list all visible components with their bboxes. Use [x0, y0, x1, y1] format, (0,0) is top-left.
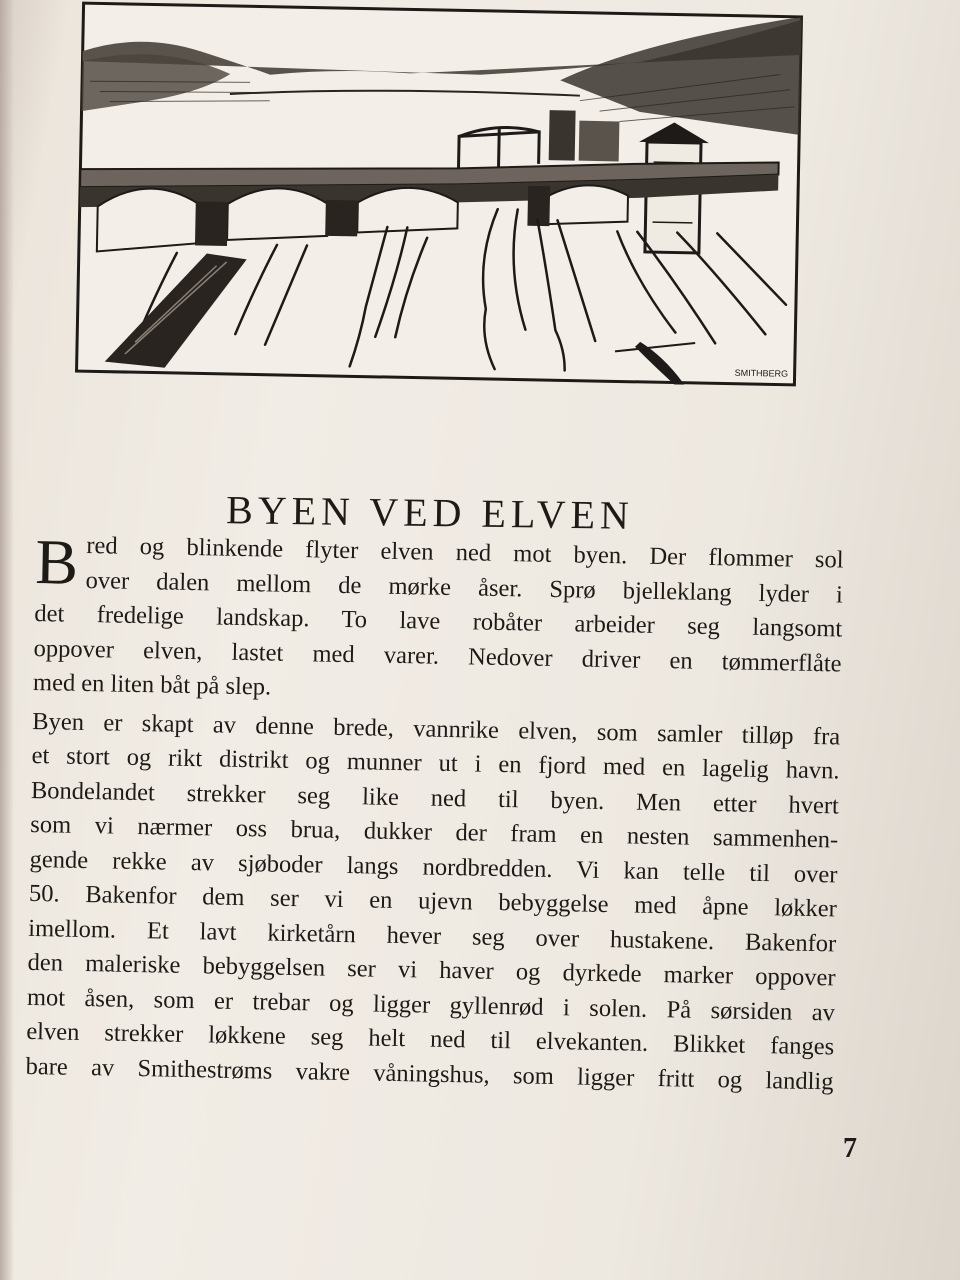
artist-signature: SMITHBERG	[734, 367, 789, 379]
text-line: elven strekker løkkene seg helt ned til elvekanten. Blikket fanges	[26, 1017, 835, 1061]
text-line: mot åsen, som er trebar og ligger gyllenrød i solen. På sørsiden av	[26, 983, 836, 1026]
river-bridge-illustration	[74, 1, 803, 387]
text-line: over dalen mellom de mørke åser. Sprø bjelleklang lyder i	[85, 566, 844, 608]
page-edge-shadow	[0, 0, 14, 1280]
paragraph-3	[25, 773, 839, 1099]
text-line: imellom. Et lavt kirketårn hever seg over hustakene. Bakenfor	[28, 914, 837, 957]
text-line: med en liten båt på slep.	[32, 668, 272, 701]
text-line: red og blinkende flyter elven ned mot byen. Der flommer sol	[86, 531, 844, 574]
page-number: 7	[843, 1133, 857, 1164]
text-line: Bondelandet strekker seg like ned til byen. Men etter hvert	[30, 776, 840, 819]
chapter-title: BYEN VED ELVEN	[225, 486, 635, 538]
text-line: gende rekke av sjøboder langs nordbredden. Vi kan telle til over	[29, 845, 838, 888]
text-line: Byen er skapt av denne brede, vannrike elven, som samler tilløp fra	[32, 707, 841, 750]
text-line: oppover elven, lastet med varer. Nedover driver en tømmerflåte	[33, 634, 842, 677]
illustration-drawing	[74, 1, 803, 387]
text-line: den maleriske bebyggelsen ser vi haver og dyrkede marker oppover	[27, 948, 836, 992]
drop-cap: B	[34, 526, 79, 598]
paragraph-1	[33, 528, 844, 716]
chapter-body	[25, 528, 844, 1099]
text-line: som vi nærmer oss brua, dukker der fram en nesten sammenhen-	[30, 810, 839, 854]
text-line: det fredelige landskap. To lave robåter arbeider seg langsomt	[34, 599, 843, 643]
text-line: et stort og rikt distrikt og munner ut i en fjord med en lagelig havn.	[31, 741, 840, 785]
text-line: 50. Bakenfor dem ser vi en ujevn bebyggelse med åpne løkker	[28, 879, 838, 923]
text-line: bare av Smithestrøms vakre våningshus, som ligger fritt og landlig	[25, 1052, 834, 1095]
